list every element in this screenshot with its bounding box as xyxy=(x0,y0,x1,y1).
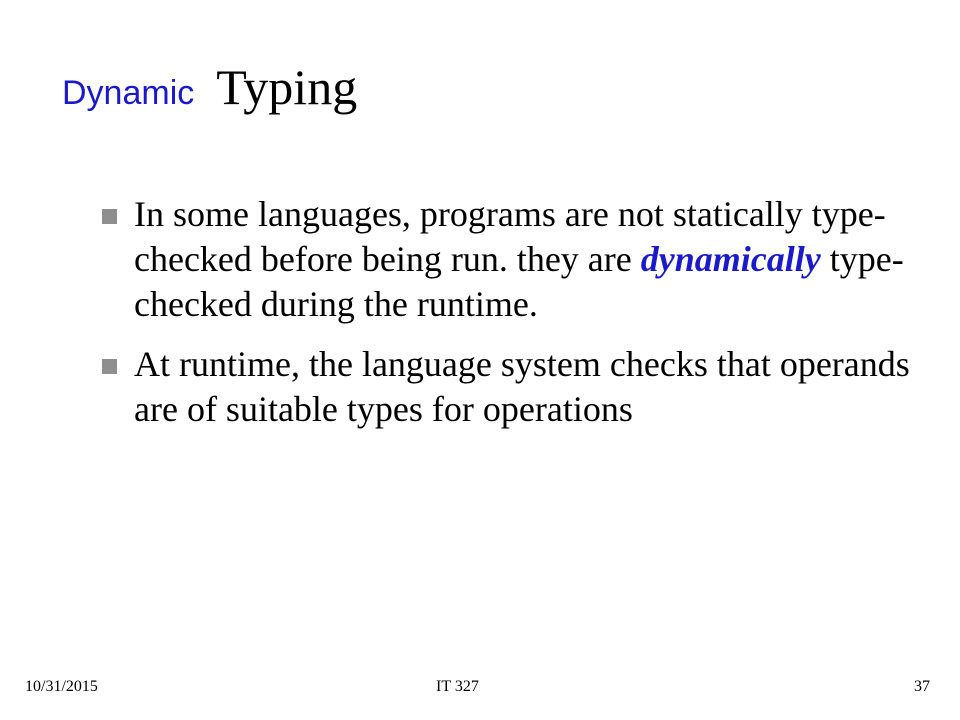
footer-course: IT 327 xyxy=(436,678,479,695)
square-bullet-icon xyxy=(102,359,117,374)
bullet-emphasis: dynamically xyxy=(640,239,821,279)
bullet-text-before: In some languages, programs are not statically type-checked before being run. they are xyxy=(134,194,886,279)
bullet-item xyxy=(98,192,918,327)
slide-title xyxy=(62,58,357,116)
bullet-list xyxy=(98,192,918,447)
footer-date: 10/31/2015 xyxy=(25,678,98,695)
footer-page-number: 37 xyxy=(914,678,930,695)
bullet-item xyxy=(98,342,918,432)
bullet-text: At runtime, the language system checks that operands are of suitable types for operations xyxy=(134,344,910,429)
square-bullet-icon xyxy=(102,209,117,224)
title-part-dynamic: Dynamic xyxy=(62,74,195,112)
title-part-typing: Typing xyxy=(216,59,358,115)
bullet-text-after: type-checked during the runtime. xyxy=(134,239,904,324)
